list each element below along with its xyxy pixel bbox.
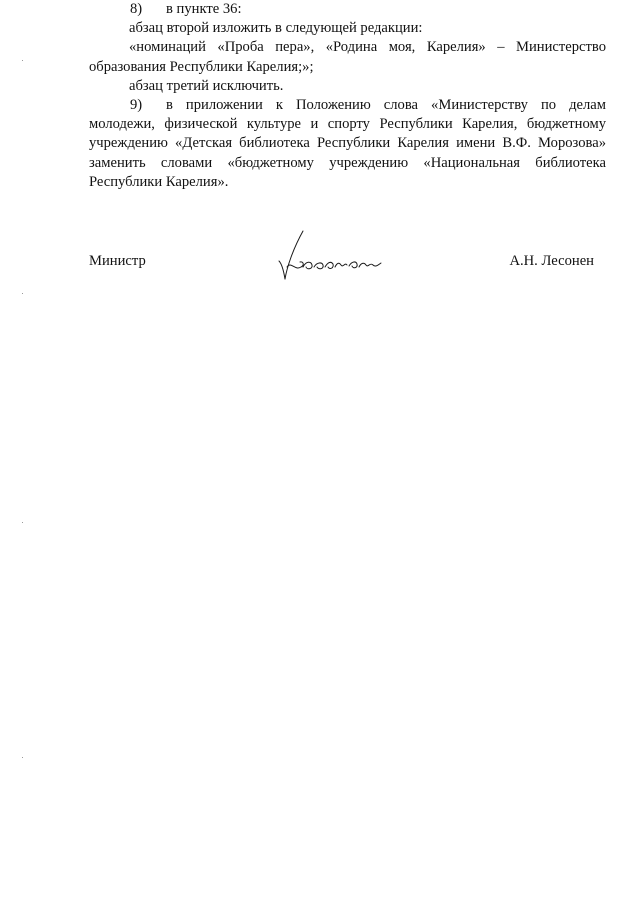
signatory-title: Министр [89,253,146,269]
signature-block [89,253,594,277]
scan-speck [22,60,23,61]
scan-speck [22,757,23,758]
item-number: 8) [130,1,143,17]
paragraph-text: в приложении к Положению слова «Министерству по делам молодежи, физической культуре и спорту Республики Карелия, бюджетному учреждению «Детская библиотека Республики Карелия имени В.Ф. Морозова» заменить словами «бюджетному учреждению «Национальная библиотека Республики Карелия». [89,97,606,190]
paragraph-text: абзац третий исключить. [129,77,284,94]
signatory-name: А.Н. Лесонен [509,253,594,269]
paragraph [89,19,606,38]
item-number: 9) [130,97,143,114]
paragraph-text: «номинаций «Проба пера», «Родина моя, Карелия» – Министерство образования Республики Карелия;»; [89,39,606,75]
scan-speck [22,293,23,294]
handwritten-signature [273,227,395,283]
paragraph-text: абзац второй изложить в следующей редакции: [129,20,423,37]
document-body [89,0,606,192]
paragraph-item-9 [89,96,606,192]
paragraph-text: в пункте 36: [166,1,242,17]
scan-speck [22,522,23,523]
paragraph [89,77,606,96]
paragraph [89,38,606,76]
paragraph-item-8 [89,0,606,19]
